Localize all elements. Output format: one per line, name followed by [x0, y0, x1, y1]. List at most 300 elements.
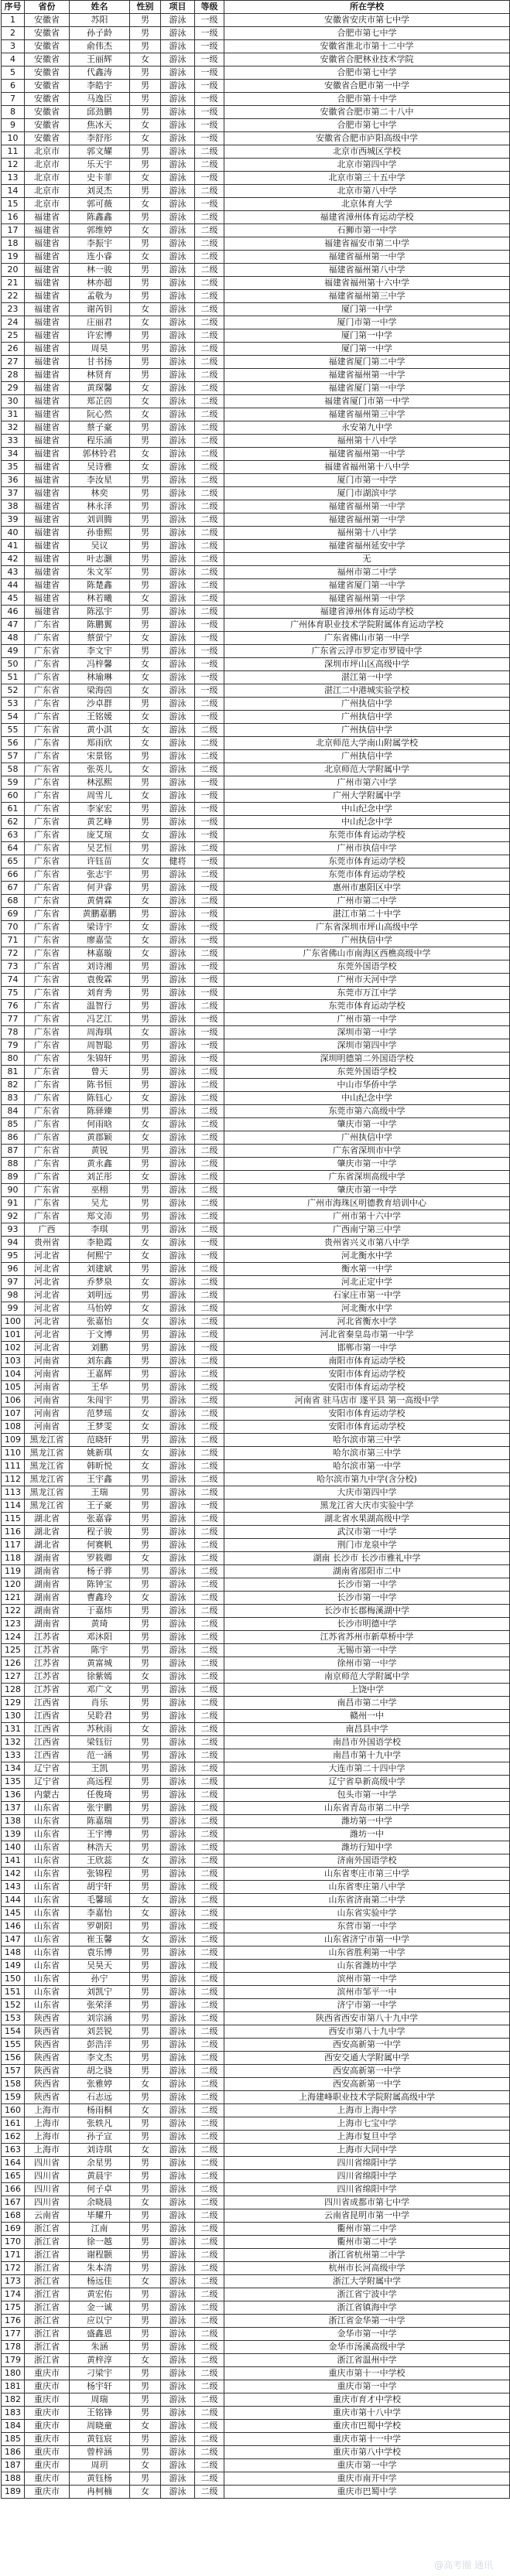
cell-school: 西安高新第一中学: [224, 2065, 510, 2078]
cell-event: 游泳: [161, 421, 195, 435]
cell-level: 二级: [195, 1841, 224, 1854]
cell-school: 陕西省西安市第八十九中学: [224, 2012, 510, 2025]
cell-province: 江西省: [25, 1736, 70, 1749]
cell-gender: 男: [130, 513, 161, 527]
cell-name: 陈宇: [70, 1644, 130, 1657]
cell-school: 上海市复旦中学: [224, 2131, 510, 2144]
cell-school: 南昌县中学: [224, 1723, 510, 1736]
cell-event: 游泳: [161, 592, 195, 606]
table-row: [2, 816, 510, 829]
cell-province: 广东省: [25, 1131, 70, 1145]
cell-event: 游泳: [161, 27, 195, 40]
cell-gender: 女: [130, 1933, 161, 1947]
cell-index: 135: [2, 1776, 25, 1789]
cell-event: 游泳: [161, 684, 195, 698]
cell-province: 山东省: [25, 1828, 70, 1841]
table-row: [2, 1723, 510, 1736]
cell-name: 林泓熙: [70, 776, 130, 790]
cell-index: 12: [2, 159, 25, 172]
cell-index: 80: [2, 1053, 25, 1066]
cell-name: 甘书扬: [70, 356, 130, 369]
cell-level: 一级: [195, 619, 224, 632]
cell-school: 安徽省合肥市第二十八中: [224, 106, 510, 119]
cell-school: 重庆市第十一中学校: [224, 2367, 510, 2380]
cell-school: 杭州市长河高级中学: [224, 2262, 510, 2275]
cell-index: 33: [2, 435, 25, 448]
cell-name: 廖嘉莹: [70, 934, 130, 947]
cell-province: 福建省: [25, 448, 70, 461]
table-row: [2, 1697, 510, 1710]
table-row: [2, 1526, 510, 1539]
cell-province: 广东省: [25, 790, 70, 803]
cell-province: 黑龙江省: [25, 1434, 70, 1447]
cell-name: 于文博: [70, 1329, 130, 1342]
cell-level: 一级: [195, 934, 224, 947]
cell-province: 福建省: [25, 527, 70, 540]
cell-name: 何尹睿: [70, 882, 130, 895]
cell-province: 福建省: [25, 513, 70, 527]
table-row: [2, 27, 510, 40]
cell-province: 上海市: [25, 2144, 70, 2157]
cell-gender: 男: [130, 2223, 161, 2236]
cell-event: 游泳: [161, 2446, 195, 2459]
cell-event: 游泳: [161, 711, 195, 724]
cell-gender: 男: [130, 1263, 161, 1276]
cell-province: 陕西省: [25, 2052, 70, 2065]
cell-gender: 男: [130, 1394, 161, 1407]
cell-event: 游泳: [161, 1486, 195, 1500]
cell-province: 云南省: [25, 2209, 70, 2223]
cell-index: 150: [2, 1973, 25, 1986]
cell-event: 游泳: [161, 816, 195, 829]
table-header-row: [2, 1, 510, 14]
cell-event: 游泳: [161, 1605, 195, 1618]
cell-index: 23: [2, 303, 25, 316]
cell-school: 山东省实验中学: [224, 1907, 510, 1920]
table-row: [2, 790, 510, 803]
cell-province: 福建省: [25, 421, 70, 435]
cell-province: 福建省: [25, 395, 70, 408]
cell-gender: 女: [130, 448, 161, 461]
cell-event: 游泳: [161, 2472, 195, 2486]
cell-province: 江西省: [25, 1697, 70, 1710]
cell-event: 游泳: [161, 2433, 195, 2446]
cell-gender: 男: [130, 1881, 161, 1894]
cell-index: 152: [2, 1999, 25, 2012]
cell-index: 36: [2, 474, 25, 487]
cell-index: 123: [2, 1618, 25, 1631]
cell-gender: 男: [130, 237, 161, 251]
cell-event: 游泳: [161, 1947, 195, 1960]
table-row: [2, 132, 510, 145]
cell-event: 游泳: [161, 1302, 195, 1315]
cell-name: 毛馨瑶: [70, 1894, 130, 1907]
cell-gender: 男: [130, 474, 161, 487]
cell-province: 广东省: [25, 632, 70, 645]
cell-index: 1: [2, 14, 25, 27]
cell-name: 蔡子豪: [70, 421, 130, 435]
cell-gender: 男: [130, 2065, 161, 2078]
cell-name: 王欣蕊: [70, 1854, 130, 1868]
cell-gender: 男: [130, 527, 161, 540]
cell-name: 李家宏: [70, 803, 130, 816]
table-row: [2, 1381, 510, 1394]
cell-gender: 男: [130, 500, 161, 513]
cell-province: 福建省: [25, 606, 70, 619]
table-row: [2, 1828, 510, 1841]
cell-school: 广州市第一中学: [224, 1013, 510, 1026]
cell-name: 梁诗宇: [70, 921, 130, 934]
cell-name: 王宇博: [70, 1828, 130, 1841]
cell-gender: 女: [130, 1171, 161, 1184]
cell-level: 二级: [195, 1105, 224, 1118]
cell-gender: 女: [130, 1447, 161, 1460]
cell-name: 刘建斌: [70, 1263, 130, 1276]
cell-province: 北京市: [25, 145, 70, 159]
cell-level: 二级: [195, 2065, 224, 2078]
cell-event: 游泳: [161, 2249, 195, 2262]
cell-gender: 男: [130, 1197, 161, 1210]
cell-event: 游泳: [161, 1066, 195, 1079]
table-row: [2, 2039, 510, 2052]
cell-province: 浙江省: [25, 2262, 70, 2275]
cell-index: 22: [2, 290, 25, 303]
cell-gender: 女: [130, 1276, 161, 1289]
cell-gender: 男: [130, 1079, 161, 1092]
cell-gender: 男: [130, 1697, 161, 1710]
cell-province: 重庆市: [25, 2446, 70, 2459]
cell-event: 游泳: [161, 724, 195, 737]
cell-index: 44: [2, 579, 25, 592]
table-row: [2, 908, 510, 921]
cell-province: 广东省: [25, 1210, 70, 1223]
cell-province: 陕西省: [25, 2039, 70, 2052]
cell-name: 巫栩: [70, 1184, 130, 1197]
cell-name: 郭文耀: [70, 145, 130, 159]
cell-province: 河南省: [25, 1368, 70, 1381]
cell-gender: 男: [130, 435, 161, 448]
cell-index: 67: [2, 882, 25, 895]
table-row: [2, 1670, 510, 1684]
cell-school: 南昌市第十九中学: [224, 1749, 510, 1762]
table-row: [2, 224, 510, 237]
cell-province: 山东省: [25, 1841, 70, 1854]
cell-gender: 女: [130, 632, 161, 645]
table-row: [2, 1197, 510, 1210]
cell-school: 肇庆市第一中学: [224, 1184, 510, 1197]
cell-level: 二级: [195, 1447, 224, 1460]
cell-name: 庄丽君: [70, 316, 130, 329]
cell-name: 程子骏: [70, 1526, 130, 1539]
cell-gender: 女: [130, 2354, 161, 2367]
cell-event: 游泳: [161, 1473, 195, 1486]
cell-name: 黄艺峰: [70, 816, 130, 829]
cell-event: 游泳: [161, 2393, 195, 2407]
cell-event: 游泳: [161, 93, 195, 106]
cell-name: 陈泓宇: [70, 606, 130, 619]
cell-school: 东莞外国语学校: [224, 960, 510, 974]
cell-level: 二级: [195, 1513, 224, 1526]
cell-school: 山东省青岛市第二中学: [224, 1802, 510, 1815]
cell-gender: 女: [130, 1854, 161, 1868]
cell-index: 118: [2, 1552, 25, 1565]
cell-level: 二级: [195, 895, 224, 908]
cell-gender: 女: [130, 1552, 161, 1565]
cell-event: 游泳: [161, 2131, 195, 2144]
cell-school: 广州体育职业技术学院附属体育运动学校: [224, 619, 510, 632]
cell-index: 157: [2, 2065, 25, 2078]
cell-index: 59: [2, 776, 25, 790]
cell-index: 56: [2, 737, 25, 750]
cell-school: 河南省 驻马店市 遂平县 第一高级中学: [224, 1394, 510, 1407]
cell-province: 广东省: [25, 895, 70, 908]
cell-province: 广东省: [25, 645, 70, 658]
cell-level: 二级: [195, 2170, 224, 2183]
cell-event: 游泳: [161, 868, 195, 882]
cell-index: 78: [2, 1026, 25, 1039]
table-row: [2, 2052, 510, 2065]
cell-province: 广东省: [25, 1066, 70, 1079]
cell-level: 二级: [195, 1736, 224, 1749]
cell-gender: 男: [130, 1631, 161, 1644]
cell-name: 叶志灏: [70, 553, 130, 566]
cell-school: 重庆市第八中学校: [224, 2446, 510, 2459]
cell-level: 二级: [195, 1407, 224, 1421]
table-row: [2, 2367, 510, 2380]
cell-level: 一级: [195, 119, 224, 132]
cell-event: 游泳: [161, 2407, 195, 2420]
cell-gender: 女: [130, 251, 161, 264]
cell-name: 于嘉炜: [70, 1605, 130, 1618]
cell-name: 胡宇轩: [70, 1881, 130, 1894]
table-row: [2, 1237, 510, 1250]
table-row: [2, 277, 510, 290]
cell-gender: 女: [130, 2078, 161, 2091]
cell-province: 福建省: [25, 303, 70, 316]
cell-name: 张轶凡: [70, 2117, 130, 2131]
table-row: [2, 211, 510, 224]
cell-gender: 男: [130, 1355, 161, 1368]
cell-gender: 男: [130, 1039, 161, 1053]
cell-level: 二级: [195, 763, 224, 776]
cell-event: 游泳: [161, 540, 195, 553]
cell-gender: 女: [130, 1907, 161, 1920]
cell-index: 117: [2, 1539, 25, 1552]
cell-level: 二级: [195, 1947, 224, 1960]
cell-event: 游泳: [161, 435, 195, 448]
cell-level: 二级: [195, 1802, 224, 1815]
cell-gender: 男: [130, 606, 161, 619]
cell-name: 徐一越: [70, 2236, 130, 2249]
cell-event: 游泳: [161, 698, 195, 711]
cell-province: 福建省: [25, 316, 70, 329]
table-row: [2, 1368, 510, 1381]
cell-event: 游泳: [161, 1329, 195, 1342]
cell-name: 林奕: [70, 487, 130, 500]
cell-index: 64: [2, 842, 25, 855]
cell-gender: 女: [130, 934, 161, 947]
cell-school: 荆门市龙泉中学: [224, 1539, 510, 1552]
cell-gender: 女: [130, 1092, 161, 1105]
table-row: [2, 1105, 510, 1118]
cell-province: 河北省: [25, 1342, 70, 1355]
cell-school: 哈尔滨市第九中学(含分校): [224, 1473, 510, 1486]
cell-province: 山东省: [25, 1999, 70, 2012]
table-row: [2, 960, 510, 974]
cell-name: 刘东鑫: [70, 1355, 130, 1368]
cell-index: 115: [2, 1513, 25, 1526]
cell-school: 黑龙江省大庆市实验中学: [224, 1500, 510, 1513]
cell-index: 160: [2, 2104, 25, 2117]
cell-level: 二级: [195, 2117, 224, 2131]
table-row: [2, 2131, 510, 2144]
cell-level: 一级: [195, 908, 224, 921]
cell-school: 西安高新第一中学: [224, 2078, 510, 2091]
cell-level: 二级: [195, 1631, 224, 1644]
cell-name: 彭浩洋: [70, 2039, 130, 2052]
cell-index: 9: [2, 119, 25, 132]
cell-name: 孟敬为: [70, 290, 130, 303]
cell-level: 二级: [195, 2486, 224, 2499]
table-row: [2, 1342, 510, 1355]
cell-level: 二级: [195, 1960, 224, 1973]
cell-index: 165: [2, 2170, 25, 2183]
table-row: [2, 1762, 510, 1776]
cell-gender: 男: [130, 1920, 161, 1933]
cell-index: 87: [2, 1145, 25, 1158]
cell-province: 北京市: [25, 198, 70, 211]
cell-name: 李琪: [70, 1223, 130, 1237]
cell-index: 136: [2, 1789, 25, 1802]
cell-gender: 男: [130, 159, 161, 172]
cell-level: 二级: [195, 579, 224, 592]
cell-index: 148: [2, 1947, 25, 1960]
cell-event: 游泳: [161, 987, 195, 1000]
cell-name: 朱涵: [70, 2341, 130, 2354]
cell-event: 游泳: [161, 1933, 195, 1947]
cell-gender: 男: [130, 1960, 161, 1973]
table-row: [2, 1460, 510, 1473]
cell-index: 103: [2, 1355, 25, 1368]
cell-event: 游泳: [161, 1355, 195, 1368]
cell-school: 浙江大学附属中学: [224, 2275, 510, 2288]
cell-index: 130: [2, 1710, 25, 1723]
cell-index: 7: [2, 93, 25, 106]
cell-school: 包头市第一中学: [224, 1789, 510, 1802]
cell-event: 游泳: [161, 1828, 195, 1841]
cell-index: 140: [2, 1841, 25, 1854]
cell-school: 广州执信中学: [224, 934, 510, 947]
cell-gender: 男: [130, 750, 161, 763]
cell-province: 上海市: [25, 2117, 70, 2131]
cell-gender: 男: [130, 1789, 161, 1802]
cell-province: 广东省: [25, 868, 70, 882]
cell-school: 厦门第一中学: [224, 303, 510, 316]
table-row: [2, 2025, 510, 2039]
cell-gender: 女: [130, 711, 161, 724]
cell-level: 二级: [195, 145, 224, 159]
cell-index: 17: [2, 224, 25, 237]
cell-level: 一级: [195, 67, 224, 80]
cell-province: 福建省: [25, 474, 70, 487]
cell-event: 游泳: [161, 2459, 195, 2472]
cell-level: 一级: [195, 1013, 224, 1026]
cell-name: 徐紫嫣: [70, 1670, 130, 1684]
cell-name: 郑芷茵: [70, 395, 130, 408]
table-row: [2, 1407, 510, 1421]
cell-school: 福建省福州第三中学: [224, 408, 510, 421]
table-row: [2, 776, 510, 790]
cell-level: 二级: [195, 2157, 224, 2170]
cell-event: 游泳: [161, 2420, 195, 2433]
cell-school: 哈尔滨市第一中学: [224, 1460, 510, 1473]
cell-province: 广东省: [25, 750, 70, 763]
table-row: [2, 1749, 510, 1762]
cell-index: 79: [2, 1039, 25, 1053]
cell-index: 141: [2, 1854, 25, 1868]
cell-name: 李汝星: [70, 474, 130, 487]
cell-school: 北京师范大学南山附属学校: [224, 737, 510, 750]
table-row: [2, 474, 510, 487]
cell-level: 二级: [195, 2301, 224, 2315]
cell-index: 65: [2, 855, 25, 868]
cell-school: 重庆市第十八中学: [224, 2407, 510, 2420]
cell-gender: 男: [130, 2315, 161, 2328]
cell-index: 185: [2, 2433, 25, 2446]
cell-name: 杨雨桐: [70, 2104, 130, 2117]
cell-school: 重庆市巴蜀中学校: [224, 2420, 510, 2433]
table-row: [2, 1026, 510, 1039]
cell-index: 183: [2, 2407, 25, 2420]
cell-name: 范梦瑶: [70, 1407, 130, 1421]
cell-gender: 女: [130, 198, 161, 211]
cell-gender: 男: [130, 185, 161, 198]
cell-school: 浙江省金华第一中学: [224, 2315, 510, 2328]
cell-name: 余晓晨: [70, 2196, 130, 2209]
cell-gender: 女: [130, 684, 161, 698]
cell-index: 181: [2, 2380, 25, 2393]
cell-school: 东莞市体育运动学校: [224, 855, 510, 868]
cell-event: 游泳: [161, 2262, 195, 2275]
cell-event: 游泳: [161, 1171, 195, 1184]
cell-level: 二级: [195, 842, 224, 855]
cell-name: 吴聆君: [70, 1710, 130, 1723]
cell-event: 游泳: [161, 1815, 195, 1828]
cell-index: 43: [2, 566, 25, 579]
table-row: [2, 592, 510, 606]
cell-school: 金华市第一中学: [224, 2328, 510, 2341]
cell-gender: 女: [130, 2196, 161, 2209]
cell-name: 李嘉怡: [70, 1907, 130, 1920]
table-row: [2, 2078, 510, 2091]
cell-index: 5: [2, 67, 25, 80]
cell-gender: 男: [130, 67, 161, 80]
cell-gender: 男: [130, 1802, 161, 1815]
cell-event: 游泳: [161, 908, 195, 921]
cell-gender: 男: [130, 816, 161, 829]
cell-index: 6: [2, 80, 25, 93]
cell-name: 刘明远: [70, 1289, 130, 1302]
cell-province: 福建省: [25, 382, 70, 395]
cell-event: 游泳: [161, 1079, 195, 1092]
table-row: [2, 2380, 510, 2393]
cell-school: 南昌市第二中学: [224, 1697, 510, 1710]
cell-event: 游泳: [161, 1039, 195, 1053]
cell-level: 二级: [195, 1618, 224, 1631]
cell-event: 游泳: [161, 1289, 195, 1302]
cell-event: 游泳: [161, 842, 195, 855]
table-row: [2, 1421, 510, 1434]
